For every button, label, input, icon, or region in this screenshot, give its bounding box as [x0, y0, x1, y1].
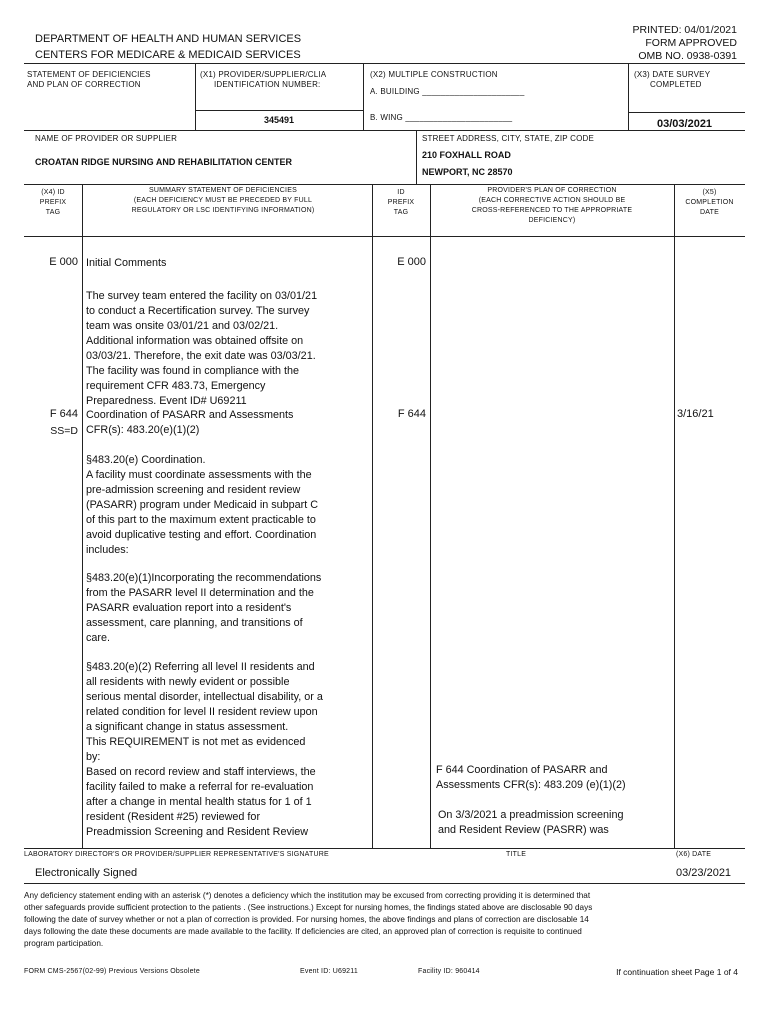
summary-header-line1: SUMMARY STATEMENT OF DEFICIENCIES — [149, 187, 297, 194]
signature-value: Electronically Signed — [35, 867, 138, 879]
x5-header-line1: (X5) — [702, 189, 717, 196]
tag-f644-left: F 644 — [49, 408, 78, 420]
continuation-page: If continuation sheet Page 1 of 4 — [616, 967, 738, 977]
initial-comments-heading: Initial Comments — [86, 257, 167, 269]
referring-paragraph: §483.20(e)(2) Referring all level II residents and all residents with newly evident or possible serious mental disorder, intellectual disability, or a related condition for level II resident review upon a significant change in status assessment. This REQUIREMENT is not met as evidenced by: Based on record review and staff interviews, the facility failed to make a referral for re-evaluation after a change in mental health status for 1 of 1 resident (Resident #25) reviewed for Preadmission Screening and Resident Review — [86, 661, 323, 838]
tag-e000-right: E 000 — [397, 256, 426, 268]
signature-label: LABORATORY DIRECTOR'S OR PROVIDER/SUPPLIER REPRESENTATIVE'S SIGNATURE — [24, 851, 329, 858]
x2-label: (X2) MULTIPLE CONSTRUCTION — [370, 70, 498, 79]
statement-label-2: AND PLAN OF CORRECTION — [27, 80, 141, 89]
x4-header — [24, 188, 82, 218]
summary-header — [82, 186, 364, 216]
id-header-line2: PREFIX — [387, 199, 415, 206]
x3-label-1: (X3) DATE SURVEY — [634, 70, 711, 79]
plan-header-line2: (EACH CORRECTIVE ACTION SHOULD BE — [478, 197, 626, 204]
id-header-line1: ID — [397, 189, 405, 196]
summary-header-line3: REGULATORY OR LSC IDENTIFYING INFORMATION) — [131, 207, 315, 214]
printed-date: PRINTED: 04/01/2021 — [632, 24, 737, 36]
id-header — [372, 188, 430, 218]
tag-severity: SS=D — [50, 425, 78, 437]
x5-header — [674, 188, 745, 218]
plan-correction-text: On 3/3/2021 a preadmission screening and Resident Review (PASRR) was — [438, 809, 624, 836]
x1-label-2: IDENTIFICATION NUMBER: — [214, 80, 321, 89]
summary-header-line2: (EACH DEFICIENCY MUST BE PRECEDED BY FULL — [133, 197, 313, 204]
tag-e000-left: E 000 — [49, 256, 78, 268]
id-header-line3: TAG — [393, 209, 409, 216]
dept-title-line1: DEPARTMENT OF HEALTH AND HUMAN SERVICES — [35, 33, 302, 45]
building-label: A. BUILDING ______________________ — [370, 87, 525, 96]
provider-id-number: 345491 — [263, 115, 295, 125]
wing-label: B. WING _______________________ — [370, 113, 513, 122]
event-id: Event ID: U69211 — [300, 968, 358, 975]
survey-completed-date: 03/03/2021 — [657, 118, 713, 130]
address-line2: NEWPORT, NC 28570 — [422, 167, 513, 177]
completion-date: 3/16/21 — [677, 408, 714, 420]
x4-header-line2: PREFIX — [39, 199, 67, 206]
address-line1: 210 FOXHALL ROAD — [422, 150, 511, 160]
plan-correction-heading: F 644 Coordination of PASARR and Assessments CFR(s): 483.209 (e)(1)(2) — [436, 764, 626, 791]
title-label: TITLE — [506, 851, 527, 858]
incorporating-paragraph: §483.20(e)(1)Incorporating the recommendations from the PASARR level II determination and the PASARR evaluation report into a resident's assessment, care planning, and transitions of care. — [86, 572, 322, 644]
f644-title: Coordination of PASARR and Assessments CFR(s): 483.20(e)(1)(2) — [86, 409, 294, 436]
plan-header-line4: DEFICIENCY) — [528, 217, 576, 224]
facility-id: Facility ID: 960414 — [418, 968, 480, 975]
coordination-paragraph: §483.20(e) Coordination. A facility must coordinate assessments with the pre-admission screening and resident review (PASARR) program under Medicaid in subpart C of this part to the maximum extent practicable to avoid duplicative testing and effort. Coordination includes: — [86, 454, 319, 556]
omb-number: OMB NO. 0938-0391 — [638, 50, 737, 62]
address-label: STREET ADDRESS, CITY, STATE, ZIP CODE — [422, 134, 595, 143]
form-id: FORM CMS-2567(02-99) Previous Versions Obsolete — [24, 968, 200, 975]
survey-paragraph: The survey team entered the facility on 03/01/21 to conduct a Recertification survey. The survey team was onsite 03/01/21 and 03/02/21. Additional information was obtained offsite on 03/03/21. Therefore, the exit date was 03/03/21. The facility was found in compliance with the requirement CFR 483.73, Emergency Preparedness. Event ID# U69211 — [86, 290, 318, 407]
dept-title-line2: CENTERS FOR MEDICARE & MEDICAID SERVICES — [35, 49, 301, 61]
form-approved: FORM APPROVED — [645, 37, 737, 49]
provider-name: CROATAN RIDGE NURSING AND REHABILITATION CENTER — [35, 157, 292, 167]
x4-header-line3: TAG — [45, 209, 61, 216]
provider-name-label: NAME OF PROVIDER OR SUPPLIER — [35, 134, 178, 143]
date-label: (X6) DATE — [676, 851, 712, 858]
disclaimer-text: Any deficiency statement ending with an asterisk (*) denotes a deficiency which the institution may be excused from correcting providing it is determined that other safeguards provide sufficient protection to the patients . (See instructions.) Except for nursing homes, the findings stated above are disclosable 90 days following the date of survey whether or not a plan of correction is provided. For nursing homes, the above findings and plans of correction are disclosable 14 days following the date these documents are made available to the facility. If deficiencies are cited, an approved plan of correction is requisite to continued program participation. — [24, 891, 593, 948]
tag-f644-right: F 644 — [397, 408, 426, 420]
statement-label-1: STATEMENT OF DEFICIENCIES — [27, 70, 151, 79]
x5-header-line2: COMPLETION — [685, 199, 734, 206]
x1-label-1: (X1) PROVIDER/SUPPLIER/CLIA — [200, 70, 327, 79]
x3-label-2: COMPLETED — [650, 80, 702, 89]
x5-header-line3: DATE — [700, 209, 719, 216]
plan-header — [430, 186, 674, 226]
plan-header-line1: PROVIDER'S PLAN OF CORRECTION — [487, 187, 617, 194]
plan-header-line3: CROSS-REFERENCED TO THE APPROPRIATE — [471, 207, 633, 214]
x4-header-line1: (X4) ID — [41, 189, 65, 196]
signature-date: 03/23/2021 — [676, 867, 732, 879]
